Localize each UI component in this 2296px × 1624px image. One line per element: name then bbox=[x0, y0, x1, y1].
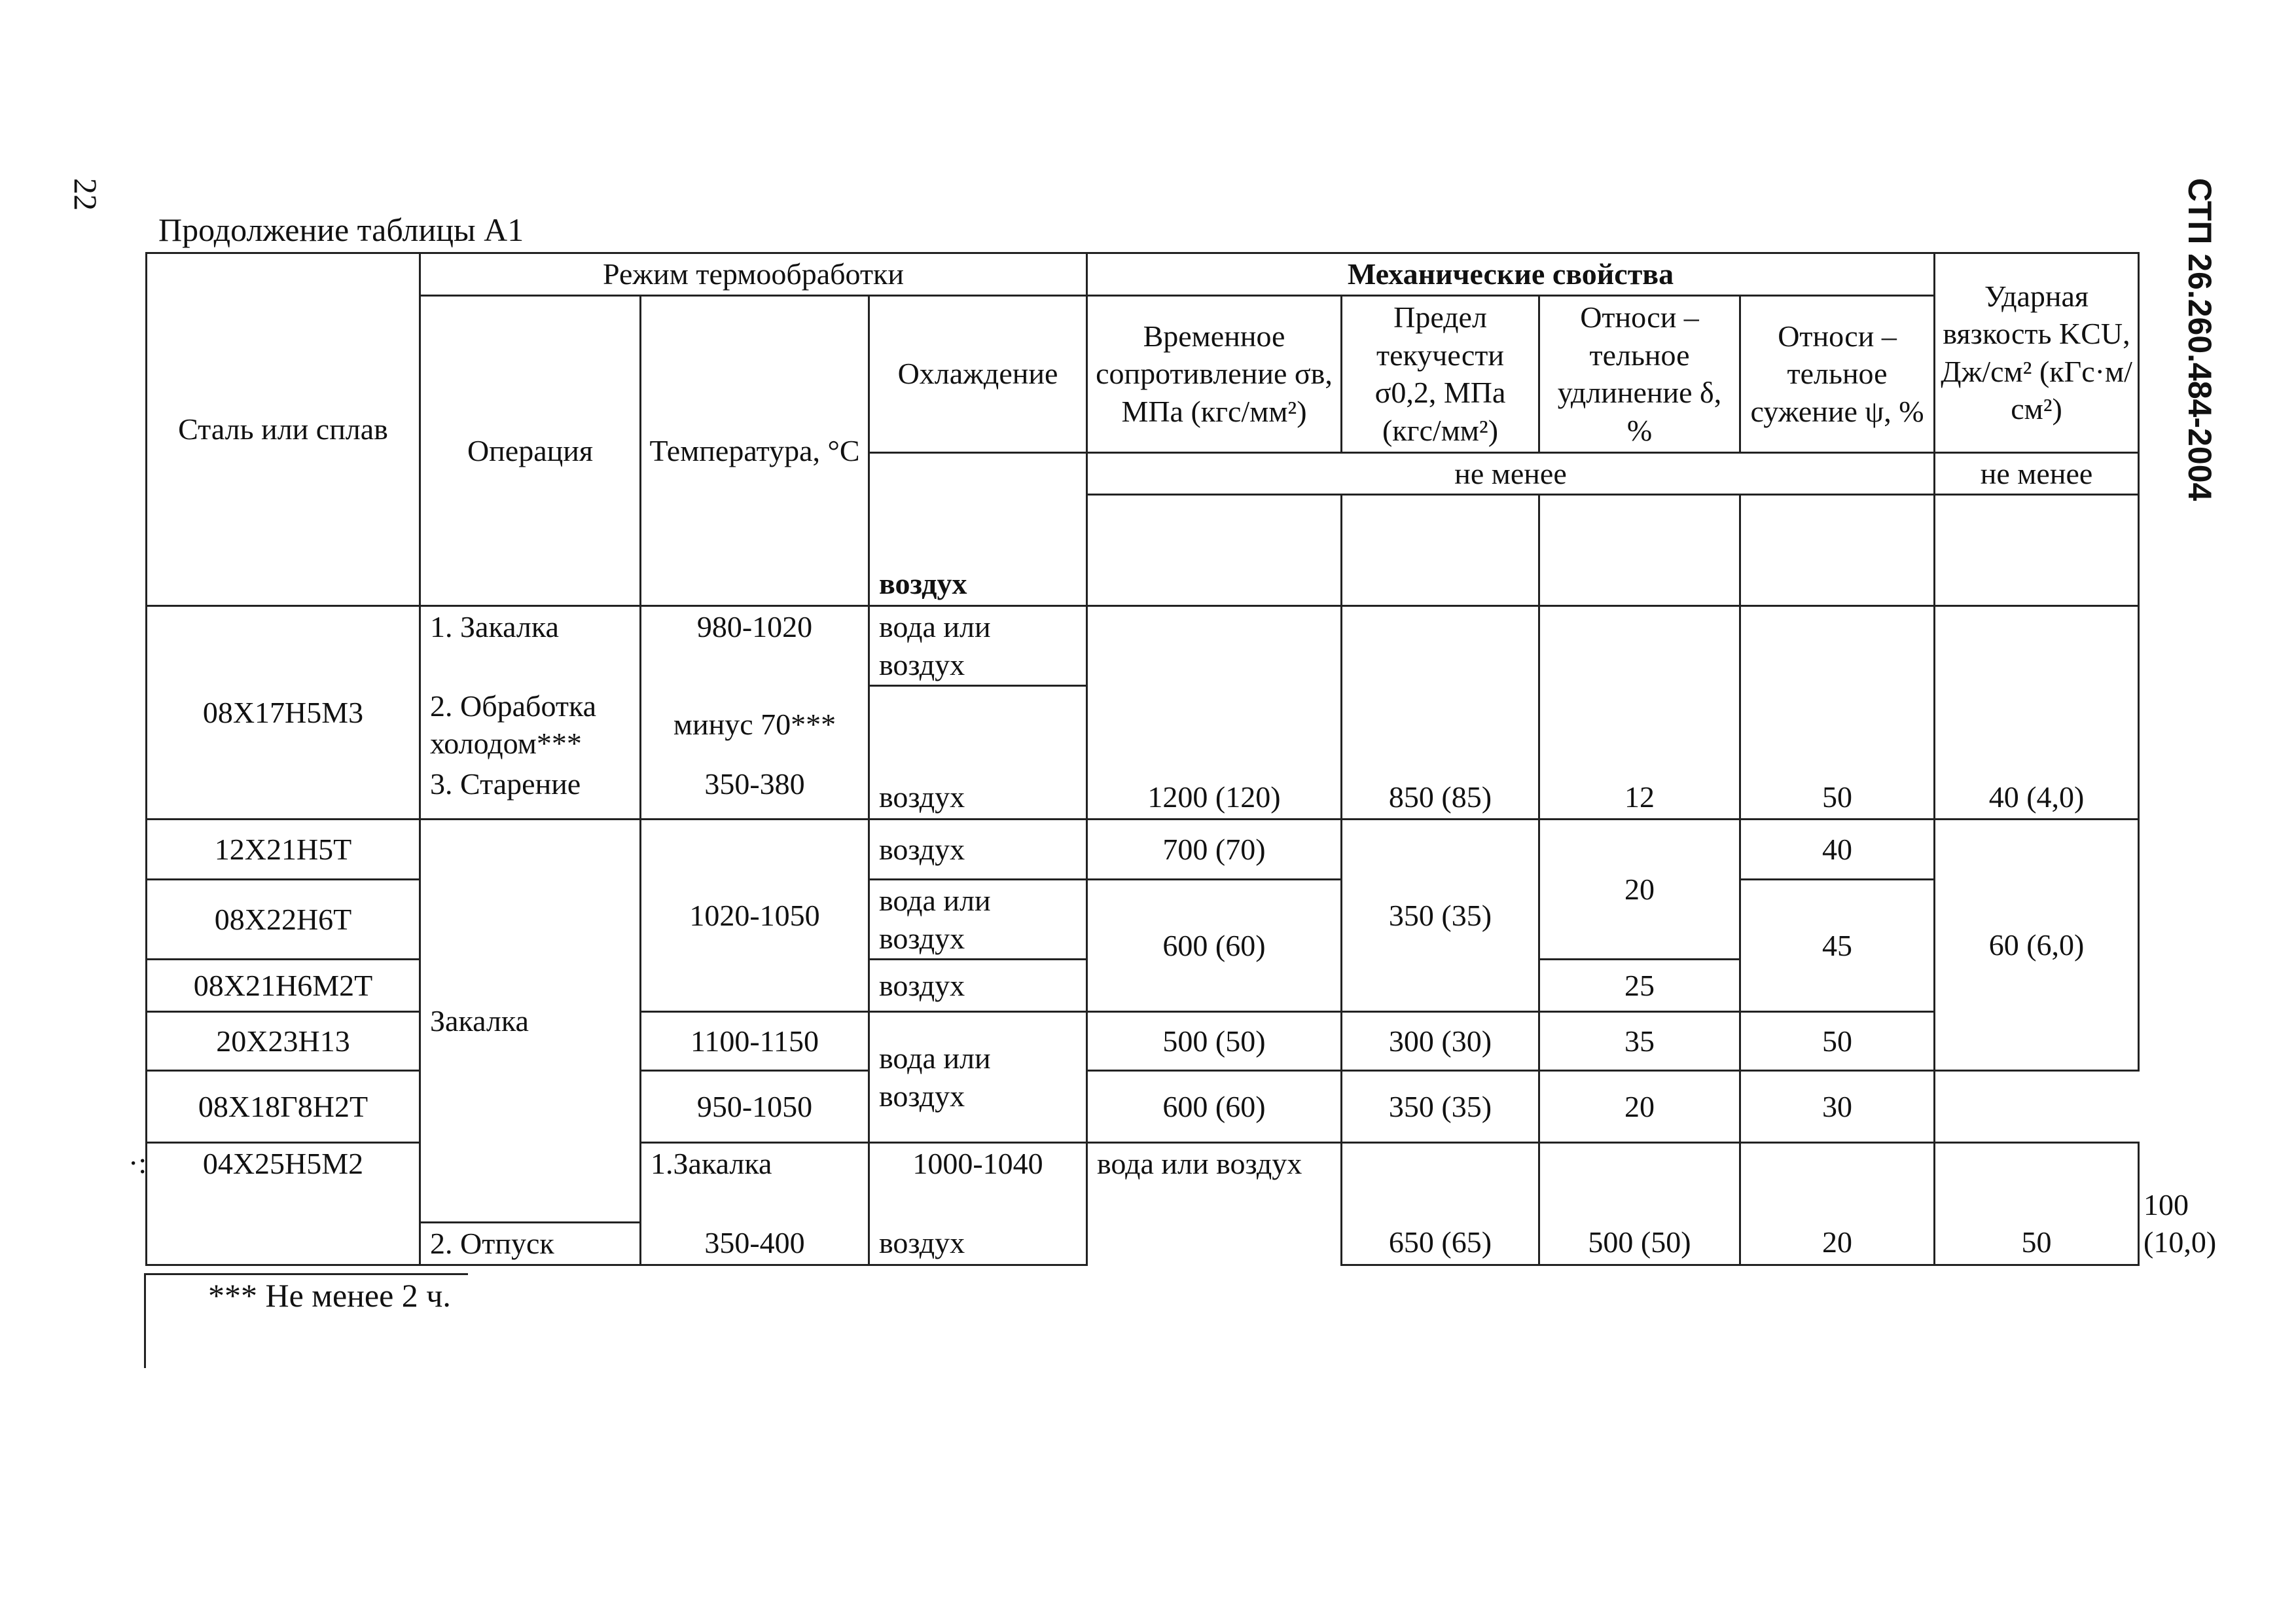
elongation-cell: 35 bbox=[1539, 1012, 1740, 1071]
cooling-cell: воздух bbox=[869, 820, 1087, 880]
reduction-cell: 30 bbox=[1740, 1071, 1935, 1143]
temperature-cell: 350-380 bbox=[641, 764, 869, 820]
operation-cell: 1. Закалка bbox=[420, 606, 641, 686]
table-caption: Продолжение таблицы А1 bbox=[158, 211, 524, 248]
steel-08x18g8h2t: 08Х18Г8Н2Т bbox=[147, 1071, 420, 1143]
steel-08x17h5m3: 08Х17Н5М3 bbox=[147, 606, 420, 820]
margin-line bbox=[144, 1273, 146, 1368]
header-steel: Сталь или сплав bbox=[147, 253, 420, 606]
steel-04x25h5m2: 04Х25Н5М2 bbox=[147, 1143, 420, 1265]
temperature-cell: 350-400 bbox=[641, 1223, 869, 1265]
footnote-rule bbox=[144, 1273, 468, 1275]
impact-cell: 60 (6,0) bbox=[1935, 820, 2139, 1071]
header-tensile: Временное сопротивление σв, МПа (кгс/мм²) bbox=[1087, 295, 1342, 452]
tensile-cell: 600 (60) bbox=[1087, 880, 1342, 1012]
document-code: СТП 26.260.484-2004 bbox=[2181, 178, 2218, 501]
operation-cell: 1.Закалка bbox=[641, 1143, 869, 1223]
operation-cell: Закалка bbox=[420, 820, 641, 1223]
operation-cell: 3. Старение bbox=[420, 764, 641, 820]
header-cooling-air: воздух bbox=[869, 452, 1087, 606]
elongation-cell: 20 bbox=[1539, 820, 1740, 960]
footnote: *** Не менее 2 ч. bbox=[208, 1277, 451, 1314]
elongation-cell: 20 bbox=[1740, 1143, 1935, 1265]
operation-cell: 2. Отпуск bbox=[420, 1223, 641, 1265]
yield-cell: 850 (85) bbox=[1342, 606, 1539, 820]
impact-cell: 40 (4,0) bbox=[1935, 606, 2139, 820]
header-cooling: Охлаждение bbox=[869, 295, 1087, 452]
header-reduction: Относи – тельное сужение ψ, % bbox=[1740, 295, 1935, 452]
header-yield: Предел текучести σ0,2, МПа (кгс/мм²) bbox=[1342, 295, 1539, 452]
yield-cell: 500 (50) bbox=[1539, 1143, 1740, 1265]
cooling-cell: воздух bbox=[869, 1223, 1087, 1265]
temperature-cell: 1000-1040 bbox=[869, 1143, 1087, 1223]
elongation-cell: 25 bbox=[1539, 960, 1740, 1012]
header-elongation: Относи – тельное удлинение δ, % bbox=[1539, 295, 1740, 452]
reduction-cell: 50 bbox=[1740, 606, 1935, 820]
reduction-cell: 45 bbox=[1740, 880, 1935, 1012]
header-heat-treatment: Режим термообработки bbox=[420, 253, 1087, 296]
steel-08x21h6m2t: 08Х21Н6М2Т bbox=[147, 960, 420, 1012]
tensile-cell: 700 (70) bbox=[1087, 820, 1342, 880]
tensile-cell: 500 (50) bbox=[1087, 1012, 1342, 1071]
tensile-cell: 600 (60) bbox=[1087, 1071, 1342, 1143]
temperature-cell: минус 70*** bbox=[641, 686, 869, 764]
reduction-cell: 50 bbox=[1740, 1012, 1935, 1071]
cooling-cell: воздух bbox=[869, 686, 1087, 820]
header-mech-props: Механические свойства bbox=[1087, 253, 1935, 296]
temperature-cell: 950-1050 bbox=[641, 1071, 869, 1143]
empty-cell bbox=[1087, 495, 1342, 606]
temperature-cell: 1100-1150 bbox=[641, 1012, 869, 1071]
elongation-cell: 12 bbox=[1539, 606, 1740, 820]
header-not-less-mech: не менее bbox=[1087, 452, 1935, 495]
cooling-cell: вода или воздух bbox=[1087, 1143, 1342, 1223]
steel-20x23h13: 20Х23Н13 bbox=[147, 1012, 420, 1071]
cooling-cell: вода или воздух bbox=[869, 880, 1087, 960]
reduction-cell: 40 bbox=[1740, 820, 1935, 880]
empty-cell bbox=[1935, 495, 2139, 606]
cooling-cell: вода или воздух bbox=[869, 1012, 1087, 1143]
yield-cell: 350 (35) bbox=[1342, 1071, 1539, 1143]
tensile-cell: 1200 (120) bbox=[1087, 606, 1342, 820]
header-not-less-impact: не менее bbox=[1935, 452, 2139, 495]
page-number: 22 bbox=[67, 178, 104, 211]
cooling-cell: воздух bbox=[869, 960, 1087, 1012]
scan-dot-mark: ·: bbox=[128, 1146, 147, 1180]
yield-cell: 300 (30) bbox=[1342, 1012, 1539, 1071]
elongation-cell: 20 bbox=[1539, 1071, 1740, 1143]
steel-08x22h6t: 08Х22Н6Т bbox=[147, 880, 420, 960]
tensile-cell: 650 (65) bbox=[1342, 1143, 1539, 1265]
empty-cell bbox=[1342, 495, 1539, 606]
yield-cell: 350 (35) bbox=[1342, 820, 1539, 1012]
properties-table: Сталь или сплав Режим термообработки Механические свойства Ударная вязкость KCU, Дж/см² (кГс·м/см²) Операция Температура, °С Охлаждение Временное сопротивление σв, МПа (кгс/мм²) Предел текучести σ0,2, МПа (кгс/мм²) Относи – тельное удлинение δ, % Относи – тельное сужение ψ, % воздух не менее не менее 08Х17Н5М3 1. Закалка 980-1020 вода или воздух 1200 (120) 850 (85) 12 50 40 (4,0) 2. Обработка холодом*** минус 70*** воздух 3. Старение 350-380 12Х21Н5Т Закалка 1020-1050 воздух 700 (70) 350 (35) 20 40 60 (6,0) 08Х22Н6Т вода или воздух 600 (60) 45 08Х21Н6М2Т воздух 25 20Х23Н13 1100-1150 вода или воздух 500 (50) 300 (30) 35 50 08Х18Г8Н2Т 950-1050 600 (60) 350 (35) 20 30 04Х25Н5М2 1.Закалка 1000-1040 вода или воздух 650 (65) 500 (50) 20 50 100 (10,0) 2. Отпуск 350-400 воздух bbox=[145, 252, 2140, 1266]
steel-12x21h5t: 12Х21Н5Т bbox=[147, 820, 420, 880]
reduction-cell: 50 bbox=[1935, 1143, 2139, 1265]
temperature-cell: 1020-1050 bbox=[641, 820, 869, 1012]
empty-cell bbox=[1539, 495, 1740, 606]
cooling-cell: вода или воздух bbox=[869, 606, 1087, 686]
header-operation: Операция bbox=[420, 295, 641, 606]
header-impact: Ударная вязкость KCU, Дж/см² (кГс·м/см²) bbox=[1935, 253, 2139, 453]
temperature-cell: 980-1020 bbox=[641, 606, 869, 686]
empty-cell bbox=[1740, 495, 1935, 606]
operation-cell: 2. Обработка холодом*** bbox=[420, 686, 641, 764]
header-temperature: Температура, °С bbox=[641, 295, 869, 606]
